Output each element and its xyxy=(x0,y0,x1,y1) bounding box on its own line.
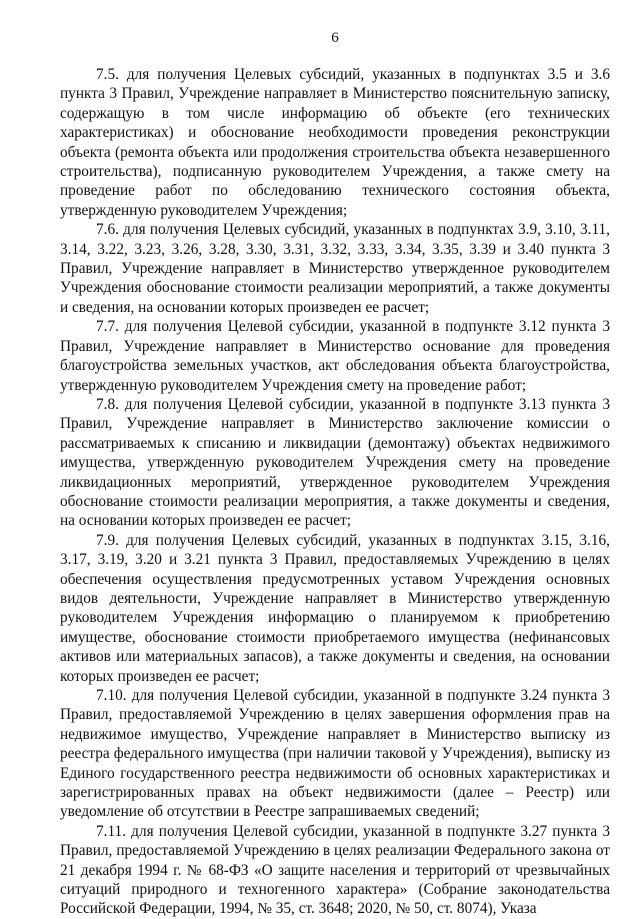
paragraph-7-11: 7.11. для получения Целевой субсидии, указанной в подпункте 3.27 пункта 3 Правил, предоставляемой Учреждению в целях реализации Федерального закона от 21 декабря 1994 г. № 68-ФЗ «О защите населения и территорий от чрезвычайных ситуаций природного и техногенного характера» (Собрание законодательства Российской Федерации, 1994, № 35, ст. 3648; 2020, № 50, ст. 8074), Указа xyxy=(60,822,610,918)
document-body xyxy=(60,65,610,919)
paragraph-7-6: 7.6. для получения Целевых субсидий, указанных в подпунктах 3.9, 3.10, 3.11, 3.14, 3.22, 3.23, 3.26, 3.28, 3.30, 3.31, 3.32, 3.33, 3.34, 3.35, 3.39 и 3.40 пункта 3 Правил, Учреждение направляет в Министерство утвержденное руководителем Учреждения обоснование стоимости реализации мероприятий, а также документы и сведения, на основании которых произведен ее расчет; xyxy=(60,221,610,316)
paragraph-7-10: 7.10. для получения Целевой субсидии, указанной в подпункте 3.24 пункта 3 Правил, предоставляемой Учреждению в целях завершения оформления прав на недвижимое имущество, Учреждение направляет в Министерство выписку из реестра федерального имущества (при наличии таковой у Учреждения), выписку из Единого государственного реестра недвижимости об основных характеристиках и зарегистрированных правах на объект недвижимости (далее – Реестр) или уведомление об отсутствии в Реестре запрашиваемых сведений; xyxy=(60,687,610,821)
paragraph-7-9: 7.9. для получения Целевых субсидий, указанных в подпунктах 3.15, 3.16, 3.17, 3.19, 3.20 и 3.21 пункта 3 Правил, предоставляемых Учреждению в целях обеспечения осуществления предусмотренных уставом Учреждения основных видов деятельности, Учреждение направляет в Министерство утвержденную руководителем Учреждения информацию о планируемом к приобретению имуществе, обоснование стоимости приобретаемого имущества (нефинансовых активов или материальных запасов), а также документы и сведения, на основании которых произведен ее расчет; xyxy=(60,531,610,685)
paragraph-7-5: 7.5. для получения Целевых субсидий, указанных в подпунктах 3.5 и 3.6 пункта 3 Правил, Учреждение направляет в Министерство пояснительную записку, содержащую в том числе информацию об объекте (его технических характеристиках) и обоснование необходимости проведения реконструкции объекта (ремонта объекта или продолжения строительства объекта незавершенного строительства), подписанную руководителем Учреждения, а также смету на проведение работ по обследованию технического состояния объекта, утвержденную руководителем Учреждения; xyxy=(60,66,610,219)
paragraph-7-8: 7.8. для получения Целевой субсидии, указанной в подпункте 3.13 пункта 3 Правил, Учреждение направляет в Министерство заключение комиссии о рассматриваемых к списанию и ликвидации (демонтажу) объектах недвижимого имущества, утвержденную руководителем Учреждения смету на проведение ликвидационных мероприятий, утвержденное руководителем Учреждения обоснование стоимости реализации мероприятия, а также документы и сведения, на основании которых произведен ее расчет; xyxy=(60,395,610,530)
paragraph-7-7: 7.7. для получения Целевой субсидии, указанной в подпункте 3.12 пункта 3 Правил, Учреждение направляет в Министерство основание для проведения благоустройства земельных участков, акт обследования объекта благоустройства, утвержденную руководителем Учреждения смету на проведение работ; xyxy=(60,318,610,394)
page-number: 6 xyxy=(331,30,339,46)
